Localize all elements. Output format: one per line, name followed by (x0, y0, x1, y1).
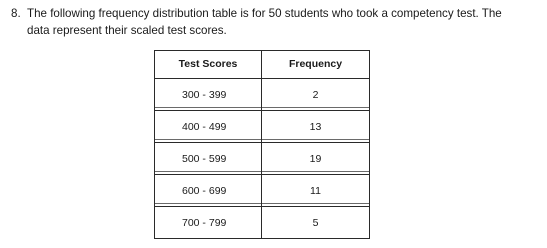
question-line-1 (11, 5, 541, 22)
frequency-cell: 19 (262, 143, 370, 175)
table-row (155, 175, 370, 207)
frequency-cell: 13 (262, 111, 370, 143)
column-header-test-scores: Test Scores (155, 51, 262, 79)
frequency-cell: 2 (262, 79, 370, 111)
score-cell: 300 - 399 (155, 79, 262, 111)
frequency-table (154, 50, 370, 239)
column-header-frequency: Frequency (262, 51, 370, 79)
question-block (11, 5, 541, 39)
table-row (155, 143, 370, 175)
score-cell: 400 - 499 (155, 111, 262, 143)
question-text-line-1: The following frequency distribution table is for 50 students who took a competency test. The (27, 7, 502, 20)
frequency-cell: 11 (262, 175, 370, 207)
table-row (155, 79, 370, 111)
score-cell: 600 - 699 (155, 175, 262, 207)
frequency-cell: 5 (262, 207, 370, 239)
question-text-line-2: data represent their scaled test scores. (27, 24, 227, 37)
score-cell: 500 - 599 (155, 143, 262, 175)
question-number: 8. (11, 7, 21, 20)
score-cell: 700 - 799 (155, 207, 262, 239)
table-row (155, 111, 370, 143)
table-row (155, 207, 370, 239)
table-header-row (155, 51, 370, 79)
